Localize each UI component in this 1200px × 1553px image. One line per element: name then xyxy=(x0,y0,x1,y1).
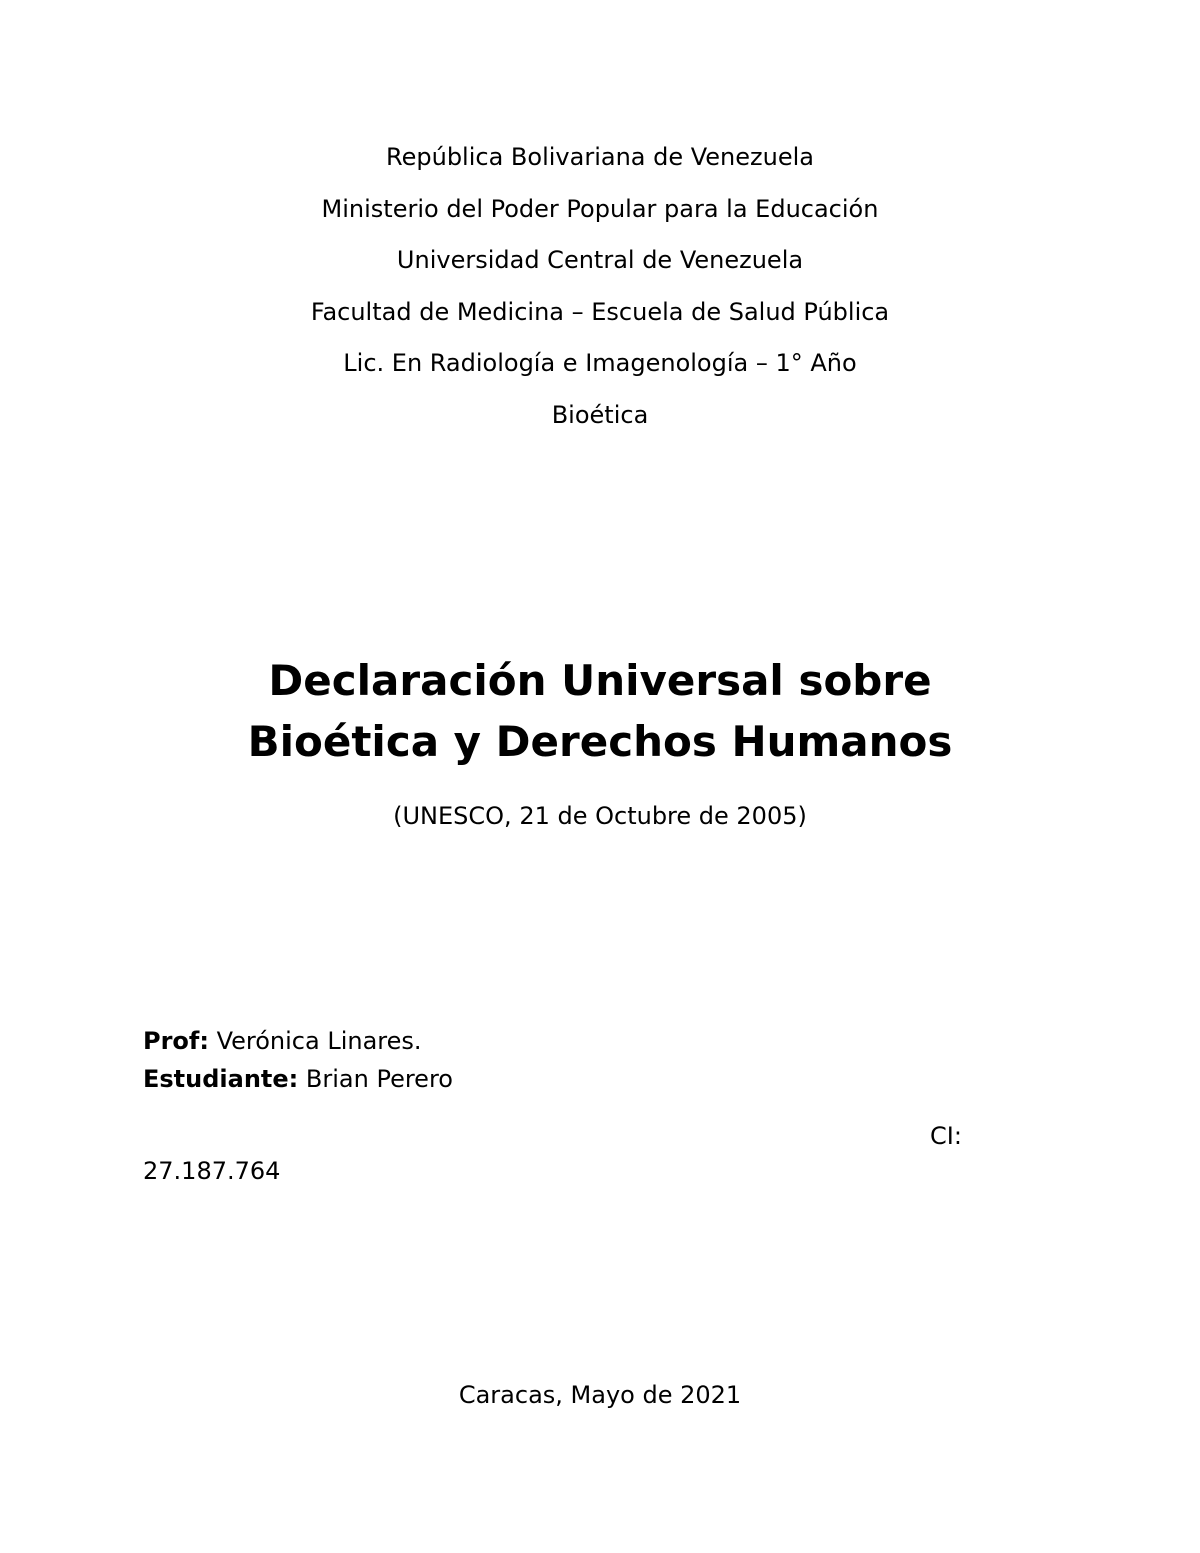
header-university: Universidad Central de Venezuela xyxy=(396,246,804,274)
header-program: Lic. En Radiología e Imagenología – 1° Año xyxy=(343,349,857,377)
document-title-line-2: Bioética y Derechos Humanos xyxy=(247,717,953,766)
professor-name: Verónica Linares. xyxy=(208,1027,422,1055)
student-line xyxy=(143,1064,453,1094)
header-ministry: Ministerio del Poder Popular para la Educación xyxy=(321,195,879,223)
header-faculty: Facultad de Medicina – Escuela de Salud Pública xyxy=(310,298,890,326)
document-subtitle: (UNESCO, 21 de Octubre de 2005) xyxy=(393,802,807,830)
student-name: Brian Perero xyxy=(298,1065,453,1093)
student-label: Estudiante: xyxy=(143,1065,299,1093)
header-country: República Bolivariana de Venezuela xyxy=(386,143,814,171)
place-date: Caracas, Mayo de 2021 xyxy=(458,1381,742,1409)
ci-label: CI: xyxy=(930,1122,962,1150)
header-subject: Bioética xyxy=(551,401,649,429)
professor-label: Prof: xyxy=(143,1027,209,1055)
ci-value: 27.187.764 xyxy=(143,1157,281,1185)
document-title-line-1: Declaración Universal sobre xyxy=(268,656,932,705)
professor-line xyxy=(143,1026,422,1056)
